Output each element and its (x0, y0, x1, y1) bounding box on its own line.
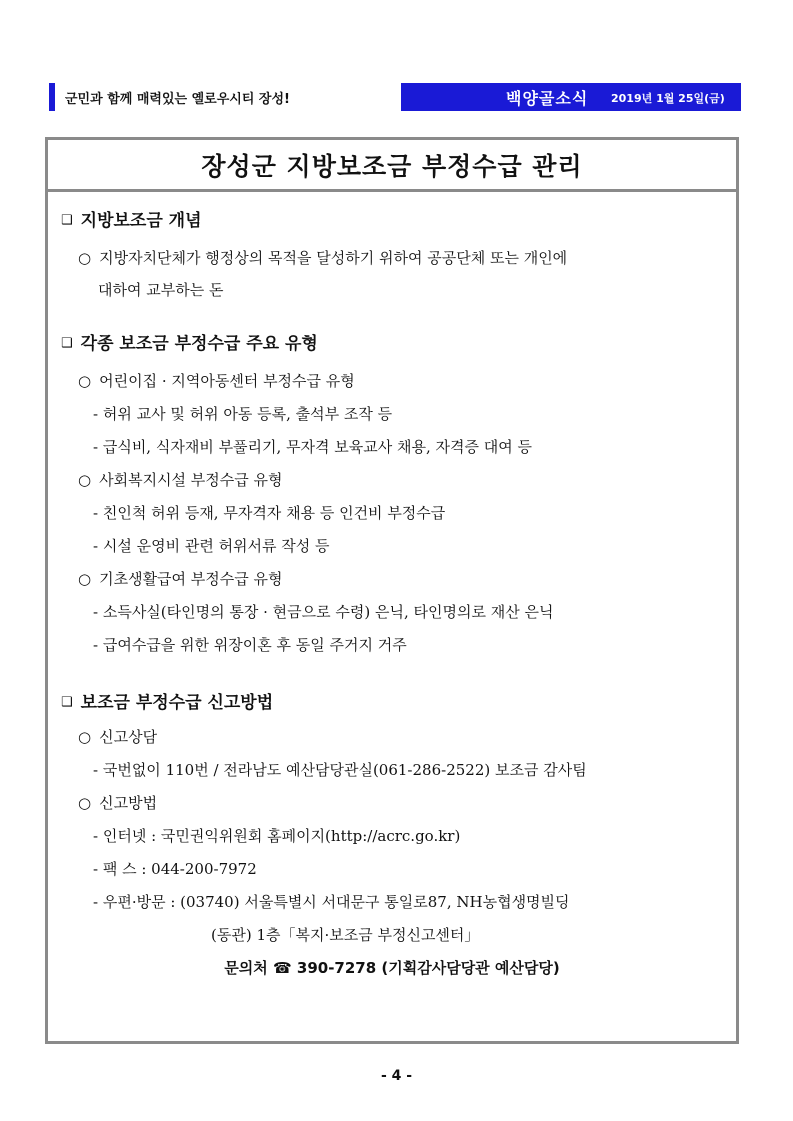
list-item: - 급식비, 식자재비 부풀리기, 무자격 보육교사 채용, 자격증 대여 등 (93, 438, 533, 456)
section-heading-text: 각종 보조금 부정수급 주요 유형 (80, 334, 318, 354)
contact-info: 문의처 ☎ 390-7278 (기획감사담당관 예산담당) (224, 959, 560, 977)
header-accent-bar (49, 83, 55, 111)
list-item: - 소득사실(타인명의 통장 · 현금으로 수령) 은닉, 타인명의로 재산 은닉 (93, 603, 554, 621)
list-item: ○ 기초생활급여 부정수급 유형 (78, 570, 283, 588)
list-item: ○ 신고상담 (78, 728, 158, 746)
list-item: - 시설 운영비 관련 허위서류 작성 등 (93, 537, 330, 555)
list-item: ○ 신고방법 (78, 794, 158, 812)
list-item: - 인터넷 : 국민권익위원회 홈페이지(http://acrc.go.kr) (93, 827, 461, 845)
list-item: ○ 어린이집 · 지역아동센터 부정수급 유형 (78, 372, 355, 390)
page-number: - 4 - (380, 1068, 413, 1084)
issue-date: 2019년 1월 25일(금) (611, 92, 725, 105)
header-title-bar (401, 83, 741, 111)
section-heading-text: 보조금 부정수급 신고방법 (80, 693, 274, 713)
list-item: - 팩 스 : 044-200-7972 (93, 860, 257, 878)
square-bullet-icon: ❑ (61, 695, 73, 710)
page-title: 장성군 지방보조금 부정수급 관리 (201, 152, 583, 181)
circle-bullet-icon: ○ (78, 794, 92, 812)
list-item: 대하여 교부하는 돈 (98, 281, 224, 299)
circle-bullet-icon: ○ (78, 372, 92, 390)
section-heading-report (61, 688, 273, 713)
list-item: ○ 지방자치단체가 행정상의 목적을 달성하기 위하여 공공단체 또는 개인에 (78, 249, 568, 267)
newsletter-name: 백양골소식 (506, 89, 589, 108)
article-frame (45, 137, 739, 1044)
list-item: ○ 사회복지시설 부정수급 유형 (78, 471, 283, 489)
circle-bullet-icon: ○ (78, 570, 92, 588)
newsletter-header (49, 83, 741, 111)
list-item: - 친인척 허위 등재, 무자격자 채용 등 인건비 부정수급 (93, 504, 446, 522)
header-slogan: 군민과 함께 매력있는 옐로우시티 장성! (65, 92, 290, 107)
list-item: - 허위 교사 및 허위 아동 등록, 출석부 조작 등 (93, 405, 393, 423)
circle-bullet-icon: ○ (78, 728, 92, 746)
square-bullet-icon: ❑ (61, 213, 73, 228)
title-box (48, 140, 736, 192)
square-bullet-icon: ❑ (61, 336, 73, 351)
section-heading-text: 지방보조금 개념 (80, 211, 202, 231)
circle-bullet-icon: ○ (78, 249, 92, 267)
list-item: - 우편·방문 : (03740) 서울특별시 서대문구 통일로87, NH농협생명빌딩 (93, 893, 570, 911)
section-heading-types (61, 329, 318, 354)
section-heading-concept (61, 206, 202, 231)
list-item: - 급여수급을 위한 위장이혼 후 동일 주거지 거주 (93, 636, 407, 654)
list-item: - 국번없이 110번 / 전라남도 예산담당관실(061-286-2522) 보조금 감사팀 (93, 761, 587, 779)
list-item: (동관) 1층「복지·보조금 부정신고센터」 (211, 926, 480, 944)
circle-bullet-icon: ○ (78, 471, 92, 489)
